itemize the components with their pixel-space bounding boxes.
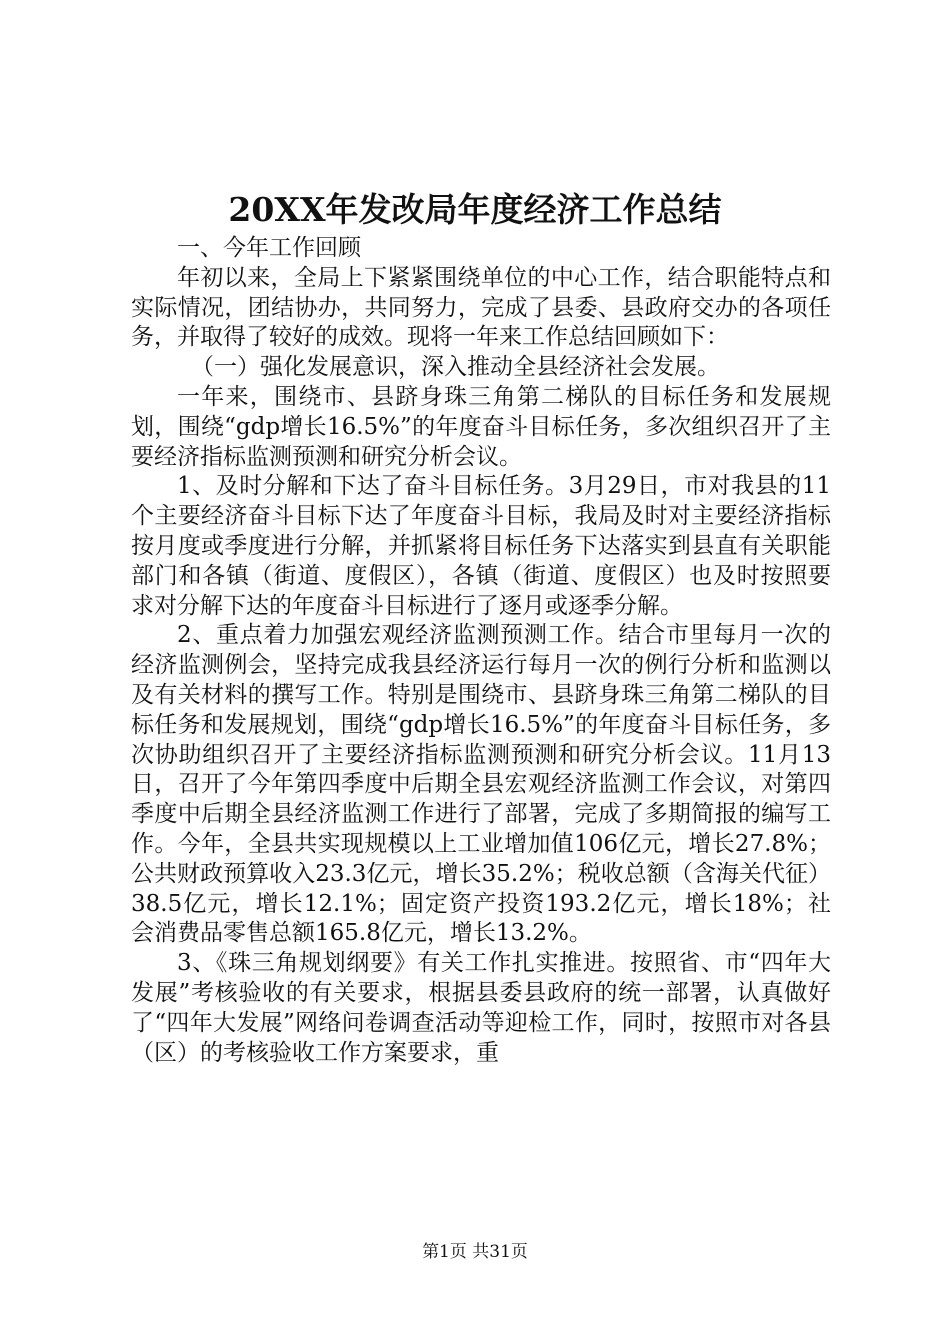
body-paragraph: 2、重点着力加强宏观经济监测预测工作。结合市里每月一次的经济监测例会，坚持完成我县经济运行每月一次的例行分析和监测以及有关材料的撰写工作。特别是围绕市、县跻身珠三角第二梯队的目标任务和发展规划，围绕“gdp增长16.5%”的年度奋斗目标任务，多次协助组织召开了主要经济指标监测预测和研究分析会议。11月13日，召开了今年第四季度中后期全县宏观经济监测工作会议，对第四季度中后期全县经济监测工作进行了部署，完成了多期简报的编写工作。今年，全县共实现规模以上工业增加值106亿元，增长27.8%；公共财政预算收入23.3亿元，增长35.2%；税收总额（含海关代征）38.5亿元，增长12.1%；固定资产投资193.2亿元，增长18%；社会消费品零售总额165.8亿元，增长13.2%。 bbox=[131, 622, 831, 947]
document-body bbox=[131, 234, 831, 1068]
document-title: 20XX年发改局年度经济工作总结 bbox=[228, 190, 722, 229]
page-footer: 第1页 共31页 bbox=[422, 1242, 528, 1262]
body-paragraph: 3、《珠三角规划纲要》有关工作扎实推进。按照省、市“四年大发展”考核验收的有关要求，根据县委县政府的统一部署，认真做好了“四年大发展”网络问卷调查活动等迎检工作，同时，按照市对各县（区）的考核验收工作方案要求，重 bbox=[131, 950, 831, 1066]
section-heading: 一、今年工作回顾 bbox=[177, 235, 361, 261]
body-paragraph: 1、及时分解和下达了奋斗目标任务。3月29日，市对我县的11个主要经济奋斗目标下达了年度奋斗目标，我局及时对主要经济指标按月度或季度进行分解，并抓紧将目标任务下达落实到县直有关职能部门和各镇（街道、度假区），各镇（街道、度假区）也及时按照要求对分解下达的年度奋斗目标进行了逐月或逐季分解。 bbox=[131, 473, 831, 619]
subsection-heading: （一）强化发展意识，深入推动全县经济社会发展。 bbox=[191, 354, 720, 381]
body-paragraph: 年初以来，全局上下紧紧围绕单位的中心工作，结合职能特点和实际情况，团结协办，共同努力，完成了县委、县政府交办的各项任务，并取得了较好的成效。现将一年来工作总结回顾如下： bbox=[131, 264, 831, 351]
body-paragraph: 一年来，围绕市、县跻身珠三角第二梯队的目标任务和发展规划，围绕“gdp增长16.5%”的年度奋斗目标任务，多次组织召开了主要经济指标监测预测和研究分析会议。 bbox=[131, 383, 831, 470]
